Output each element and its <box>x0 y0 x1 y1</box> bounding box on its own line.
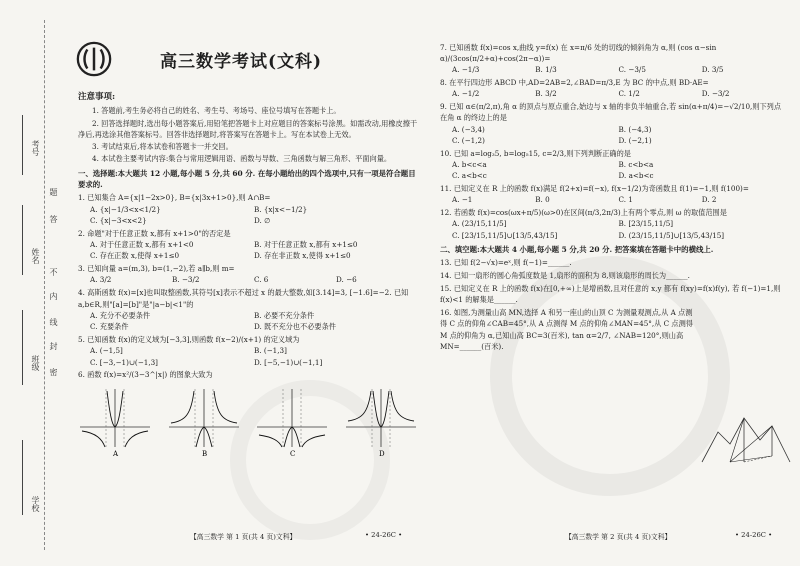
answer-option: B. 3/2 <box>535 89 557 99</box>
graph-label: C <box>290 449 296 457</box>
seal-char: 内 <box>49 292 58 300</box>
answer-option: B. 必要不充分条件 <box>254 310 315 320</box>
footer-code-right: • 24-26C • <box>735 531 773 539</box>
fill-question: 13. 已知 f(2−√x)=eˣ,则 f(−1)=______. <box>440 258 572 268</box>
answer-option: B. [23/15,11/5] <box>618 219 674 229</box>
answer-option: A. 3/2 <box>90 275 112 285</box>
question-stem: 4. 高斯函数 f(x)=[x]也叫取整函数,其符号[x]表示不超过 x 的最大整数,如[3.14]=3, [−1.6]=−2. 已知 a,b∈R,则"[a]=[b]"是"|a−b|<1"的 <box>78 288 409 309</box>
section-2-heading: 二、填空题:本大题共 4 小题,每小题 5 分,共 20 分. 把答案填在答题卡中的横线上. <box>440 245 714 255</box>
notice-item: 4. 本试卷主要考试内容:集合与常用逻辑用语、函数与导数、三角函数与解三角形、平面向量。 <box>92 154 392 164</box>
answer-option: B. 对于任意正数 x,都有 x+1≤0 <box>254 240 358 250</box>
question-stem: 9. 已知 α∈(π/2,π),角 α 的顶点与原点重合,始边与 x 轴的非负半轴重合,若 sin(α+π/4)=−√2/10,则下列点在角 α 的终边上的是 <box>440 101 782 123</box>
binding-label-exam-no: 考号 <box>31 140 40 156</box>
binding-label-class: 班级 <box>31 355 40 371</box>
answer-option: D. −3/2 <box>701 89 730 99</box>
seal-char: 题 <box>49 188 58 196</box>
answer-option: C. (−1,2) <box>452 135 485 145</box>
answer-option: A. −1/2 <box>452 89 480 99</box>
binding-label-school: 学校 <box>31 496 40 512</box>
option-row <box>440 64 785 75</box>
seal-char: 密 <box>49 368 58 376</box>
answer-option: C. 存在正数 x,使得 x+1≤0 <box>90 251 180 261</box>
binding-field-name <box>22 205 23 275</box>
answer-option: D. 2 <box>701 195 717 205</box>
answer-option: B. {x|x<−1/2} <box>254 204 308 214</box>
option-row <box>440 218 785 241</box>
answer-option: A. (−1,5] <box>90 346 123 356</box>
answer-option: C. [−3,−1)∪(−1,3] <box>90 357 158 367</box>
option-row <box>440 159 785 182</box>
answer-option: D. −6 <box>336 275 357 285</box>
answer-option: C. 1 <box>618 195 633 205</box>
answer-option: C. {x|−3<x<2} <box>90 215 147 225</box>
answer-option: A. (−3,4) <box>452 124 485 134</box>
question-stem: 10. 已知 a=log₃5, b=log₅15, c=2/3,则下列判断正确的是 <box>440 148 631 158</box>
answer-option: C. 6 <box>254 275 269 285</box>
option-row <box>78 345 418 368</box>
graph-label: B <box>201 449 207 457</box>
answer-option: B. (−4,3) <box>618 124 652 134</box>
question-stem: 3. 已知向量 a=(m,3), b=(1,−2),若 a∥b,则 m= <box>78 264 235 274</box>
seal-char: 线 <box>49 318 58 326</box>
exam-logo-icon <box>75 40 113 78</box>
fill-question: 15. 已知定义在 R 上的函数 f(x)在[0,+∞)上是增函数,且对任意的 x,y 都有 f(xy)=f(x)f(y), 若 f(−1)=1,则 f(x)<1 的解集是______. <box>440 283 781 305</box>
binding-field-exam-no <box>22 115 23 175</box>
answer-option: C. 1/2 <box>618 89 640 99</box>
answer-option: B. −3/2 <box>172 275 200 285</box>
graph-option-d <box>344 385 418 457</box>
graph-option-a <box>78 385 152 457</box>
answer-option: D. (−2,1) <box>618 135 652 145</box>
option-row <box>78 239 418 262</box>
answer-option: A. 充分不必要条件 <box>90 310 151 320</box>
answer-option: B. 1/3 <box>535 65 557 75</box>
answer-option: B. 0 <box>535 195 550 205</box>
answer-option: D. 既不充分也不必要条件 <box>254 322 336 332</box>
option-row <box>440 88 785 99</box>
answer-option: A. 对于任意正数 x,都有 x+1<0 <box>90 240 194 250</box>
fill-question: 16. 如图,为测量山高 MN,选择 A 和另一座山的山顶 C 为测量观测点,从 A 点测得 C 点的仰角∠CAB=45°,从 A 点测得 M 点的仰角∠MAN=45°,从 C 点测得 M 点的仰角为 α,已知山高 BC=3(百米), tan α=2/7, ∠NAB=120°,则山高 MN=______(百米). <box>440 308 693 351</box>
answer-option: C. 充要条件 <box>90 322 129 332</box>
answer-option: A. {x|−1/3<x<1/2} <box>90 204 161 214</box>
binding-strip <box>0 0 62 566</box>
footer-right: 【高三数学 第 2 页(共 4 页)文科】 <box>565 533 672 541</box>
question-stem: 1. 已知集合 A={x|1−2x>0}, B={x|3x+1>0},则 A∩B= <box>78 193 271 203</box>
binding-field-school <box>22 440 23 515</box>
answer-option: A. −1/3 <box>452 65 480 75</box>
question-stem: 12. 若函数 f(x)=cos(ωx+π/5)(ω>0)在区间(π/3,2π/3)上有两个零点,则 ω 的取值范围是 <box>440 208 727 218</box>
answer-option: A. (23/15,11/5] <box>452 219 507 229</box>
option-row <box>78 274 418 285</box>
binding-label-name: 姓名 <box>31 248 40 264</box>
answer-option: D. 3/5 <box>701 65 724 75</box>
left-column <box>78 92 418 457</box>
answer-option: D. (23/15,11/5]∪[13/5,43/15] <box>618 230 725 240</box>
question-stem: 7. 已知函数 f(x)=cos x,曲线 y=f(x) 在 x=π/6 处的切线的倾斜角为 α,则 (cos α−sin α)/(3cos(π/2+α)+cos(2π−α))= <box>440 42 717 63</box>
answer-option: D. [−5,−1)∪(−1,1] <box>254 357 323 367</box>
q6-graph-options <box>78 385 418 457</box>
answer-option: C. [23/15,11/5]∪[13/5,43/15] <box>452 230 558 240</box>
footer-code-left: • 24-26C • <box>365 531 403 539</box>
question-stem: 6. 函数 f(x)=x²/(3−3^|x|) 的图象大致为 <box>78 370 213 380</box>
answer-option: B. c<b<a <box>618 159 654 169</box>
right-question-list <box>440 42 785 242</box>
answer-option: B. (−1,3] <box>254 346 287 356</box>
answer-option: A. −1 <box>452 195 473 205</box>
graph-label: A <box>113 449 119 457</box>
notice-heading: 注意事项: <box>78 92 116 102</box>
answer-option: A. b<c<a <box>452 159 487 169</box>
left-question-list <box>78 192 418 380</box>
notice-item: 1. 答题前,考生务必将自己的姓名、考生号、考场号、座位号填写在答题卡上。 <box>92 106 341 116</box>
binding-field-class <box>22 310 23 385</box>
seal-char: 答 <box>49 215 58 223</box>
footer-left: 【高三数学 第 1 页(共 4 页)文科】 <box>190 533 297 541</box>
question-stem: 8. 在平行四边形 ABCD 中,AD=2AB=2,∠BAD=π/3,E 为 BC 的中点,则 BD·AE= <box>440 77 709 87</box>
answer-option: D. a<b<c <box>618 171 654 181</box>
answer-option: D. ∅ <box>254 215 271 225</box>
notice-item: 2. 回答选择题时,选出每小题答案后,用铅笔把答题卡上对应题目的答案标号涂黑。如需改动,用橡皮擦干净后,再选涂其他答案标号。回答非选择题时,将答案写在答题卡上。写在本试卷上无效。 <box>78 118 418 139</box>
graph-option-b <box>167 385 241 457</box>
question-stem: 5. 已知函数 f(x)的定义域为[−3,3],则函数 f(x−2)/(x+1) 的定义域为 <box>78 334 300 344</box>
graph-label: D <box>378 449 385 457</box>
section-1-heading: 一、选择题:本大题共 12 小题,每小题 5 分,共 60 分. 在每小题给出的四个选项中,只有一项是符合题目要求的. <box>78 168 416 190</box>
option-row <box>78 310 418 333</box>
option-row <box>440 194 785 205</box>
option-row <box>440 124 785 147</box>
question-stem: 11. 已知定义在 R 上的函数 f(x)满足 f(2+x)=f(−x), f(x−1/2)为奇函数且 f(1)=−1,则 f(100)= <box>440 184 749 194</box>
answer-option: D. 存在非正数 x,使得 x+1≤0 <box>254 251 351 261</box>
right-column <box>440 40 785 352</box>
answer-option: C. a<b<c <box>452 171 487 181</box>
seal-char: 不 <box>49 268 58 276</box>
seal-char: 封 <box>49 342 58 350</box>
mountain-diagram <box>700 412 792 468</box>
answer-option: C. −3/5 <box>618 65 646 75</box>
graph-option-c <box>255 385 329 457</box>
question-stem: 2. 命题"对于任意正数 x,都有 x+1>0"的否定是 <box>78 228 231 238</box>
notice-item: 3. 考试结束后,将本试卷和答题卡一并交回。 <box>92 142 233 152</box>
option-row <box>78 204 418 227</box>
fill-question: 14. 已知一扇形的圆心角弧度数是 1,扇形的面积为 8,则该扇形的周长为______. <box>440 271 690 281</box>
binding-dashed-line <box>44 20 45 550</box>
exam-title: 高三数学考试(文科) <box>160 52 323 72</box>
